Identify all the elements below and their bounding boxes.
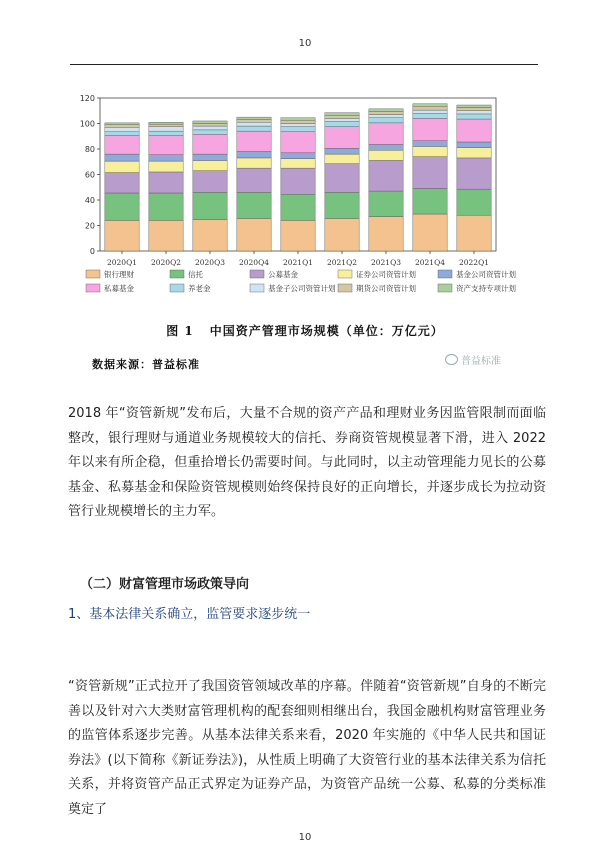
bar-segment [193, 124, 227, 127]
bar-segment [369, 217, 403, 251]
bar-segment [281, 220, 315, 251]
bar-segment [281, 194, 315, 220]
legend-label: 信托 [188, 270, 203, 279]
legend-swatch [86, 284, 100, 292]
bar-segment [369, 160, 403, 191]
legend-swatch [338, 270, 352, 278]
bar-segment [105, 220, 139, 251]
bar-segment [237, 218, 271, 251]
bar-segment [105, 132, 139, 136]
section-heading: （二）财富管理市场政策导向 [80, 577, 250, 592]
bar-segment [149, 122, 183, 124]
data-source: 数据来源：普益标准 [92, 358, 200, 371]
bar-segment [325, 118, 359, 121]
bar-segment [413, 146, 447, 156]
y-tick-label: 20 [84, 221, 95, 231]
bar-segment [369, 115, 403, 118]
bar-segment [325, 113, 359, 116]
bar-segment [457, 114, 491, 119]
page-number-top: 10 [298, 38, 312, 49]
paragraph-2 [68, 675, 546, 823]
stacked-bar-chart [78, 90, 523, 320]
watermark [445, 352, 501, 367]
bar-segment [281, 168, 315, 194]
bar-segment [237, 126, 271, 131]
bar-segment [457, 105, 491, 108]
legend-label: 证券公司资管计划 [356, 270, 416, 279]
bar-segment [149, 136, 183, 155]
bar-segment [281, 127, 315, 132]
bar-segment [325, 218, 359, 251]
legend-label: 基金子公司资管计划 [268, 284, 336, 293]
x-tick-label: 2021Q2 [326, 258, 358, 267]
bar-segment [457, 158, 491, 189]
bar-segment [281, 124, 315, 127]
bar-segment [281, 159, 315, 169]
bar-segment [325, 127, 359, 149]
header-rule [70, 64, 538, 65]
chart-svg [78, 90, 523, 320]
paragraph-2-text: “资管新规”正式拉开了我国资管领域改革的序幕。伴随着“资管新规”自身的不断完善以及针对六大类财富管理机构的配套细则相继出台，我国金融机构财富管理业务的监管体系逐步完善。从基本法律关系来看，2020 年实施的《中华人民共和国证券法》(以下简称《新证券法》)，从性质上明确了大资管行业的基本法律关系为信托关系，并将资管产品正式界定为证券产品，为资管产品统一公募、私募的分类标准奠定了 [68, 679, 546, 817]
bar-segment [325, 148, 359, 154]
bar-segment [105, 123, 139, 125]
legend-label: 养老金 [188, 284, 211, 293]
bar-segment [149, 127, 183, 131]
x-tick-label: 2022Q1 [458, 258, 490, 267]
legend-label: 资产支持专项计划 [456, 284, 516, 293]
bar-segment [281, 132, 315, 153]
bar-segment [193, 171, 227, 193]
y-tick-label: 0 [89, 247, 95, 256]
legend-swatch [250, 270, 264, 278]
bar-segment [193, 126, 227, 130]
bar-segment [369, 150, 403, 160]
paragraph-1-text: 2018 年“资管新规”发布后，大量不合规的资产产品和理财业务因监管限制而面临整改，银行理财与通道业务规模较大的信托、券商资管规模显著下滑，进入 2022 年以来有所企稳，但重拾增长仍需要时间。与此同时，以主动管理能力见长的公募基金、私募基金和保险资管规模则始终保持良好的正向增长，并逐步成长为拉动资管行业规模增长的主力军。 [68, 406, 546, 520]
legend-swatch [338, 284, 352, 292]
figure-title: 中国资产管理市场规模（单位：万亿元） [209, 324, 444, 338]
bar-segment [413, 104, 447, 107]
legend-swatch [438, 284, 452, 292]
bar-segment [457, 108, 491, 111]
y-tick-label: 60 [84, 170, 95, 180]
bar-segment [149, 220, 183, 251]
x-tick-label: 2021Q3 [370, 258, 402, 267]
bar-segment [369, 191, 403, 217]
bar-segment [369, 145, 403, 151]
bar-segment [237, 131, 271, 151]
legend-label: 公募基金 [268, 270, 298, 279]
bar-segment [193, 121, 227, 124]
bar-segment [105, 127, 139, 131]
bar-segment [193, 130, 227, 134]
legend-swatch [170, 270, 184, 278]
x-tick-label: 2020Q2 [150, 258, 182, 267]
x-tick-label: 2021Q4 [414, 258, 446, 267]
figure-label: 图 1 [166, 324, 194, 338]
bar-segment [193, 220, 227, 251]
bar-segment [149, 161, 183, 172]
bar-segment [281, 153, 315, 159]
legend-swatch [250, 284, 264, 292]
bar-segment [457, 148, 491, 158]
bar-segment [369, 118, 403, 123]
bar-segment [281, 120, 315, 123]
legend-swatch [438, 270, 452, 278]
legend-label: 私募基金 [104, 284, 134, 293]
bar-segment [237, 152, 271, 158]
bar-segment [369, 123, 403, 145]
x-tick-label: 2020Q3 [194, 258, 226, 267]
bar-segment [457, 119, 491, 142]
subsection-heading: 1、基本法律关系确立，监管要求逐步统一 [68, 607, 311, 622]
bar-segment [325, 154, 359, 164]
bar-segment [149, 193, 183, 220]
y-tick-label: 100 [79, 119, 95, 129]
bar-segment [149, 124, 183, 127]
bar-segment [149, 131, 183, 135]
bar-segment [193, 192, 227, 219]
x-tick-label: 2020Q1 [106, 258, 138, 267]
bar-segment [413, 141, 447, 147]
y-tick-label: 40 [84, 196, 95, 205]
page-number-bottom: 10 [298, 832, 312, 843]
watermark-text: 普益标准 [461, 356, 501, 367]
x-tick-label: 2020Q4 [238, 258, 270, 267]
bar-segment [105, 161, 139, 172]
bar-segment [105, 136, 139, 154]
bar-segment [325, 122, 359, 127]
bar-segment [193, 160, 227, 170]
bar-segment [237, 192, 271, 218]
y-tick-label: 80 [84, 145, 95, 154]
legend-label: 期货公司资管计划 [356, 284, 416, 293]
figure-caption [0, 322, 610, 339]
bar-segment [149, 172, 183, 193]
bar-segment [237, 117, 271, 120]
x-tick-label: 2021Q1 [282, 258, 314, 267]
bar-segment [325, 192, 359, 218]
bar-segment [413, 110, 447, 113]
legend-swatch [86, 270, 100, 278]
bar-segment [369, 109, 403, 112]
bar-segment [237, 122, 271, 126]
bar-segment [413, 118, 447, 140]
bar-segment [369, 111, 403, 114]
y-tick-label: 120 [79, 94, 95, 103]
bar-segment [457, 142, 491, 148]
bar-segment [281, 118, 315, 121]
legend-label: 基金公司资管计划 [456, 270, 516, 279]
bar-segment [105, 125, 139, 128]
bar-segment [105, 154, 139, 161]
bar-segment [457, 189, 491, 215]
bar-segment [149, 155, 183, 161]
bar-segment [325, 164, 359, 193]
bar-segment [413, 106, 447, 110]
bar-segment [413, 113, 447, 118]
bar-segment [237, 120, 271, 123]
bar-segment [105, 193, 139, 220]
legend-label: 银行理财 [104, 270, 134, 279]
bar-segment [457, 215, 491, 251]
bar-segment [237, 168, 271, 192]
wechat-icon [445, 354, 458, 365]
bar-segment [325, 115, 359, 118]
bar-segment [193, 134, 227, 154]
bar-segment [413, 157, 447, 189]
paragraph-1 [68, 402, 546, 525]
bar-segment [413, 189, 447, 215]
bar-segment [193, 154, 227, 160]
bar-segment [237, 158, 271, 168]
legend-swatch [170, 284, 184, 292]
bar-segment [457, 111, 491, 114]
bar-segment [413, 214, 447, 251]
bar-segment [105, 173, 139, 193]
